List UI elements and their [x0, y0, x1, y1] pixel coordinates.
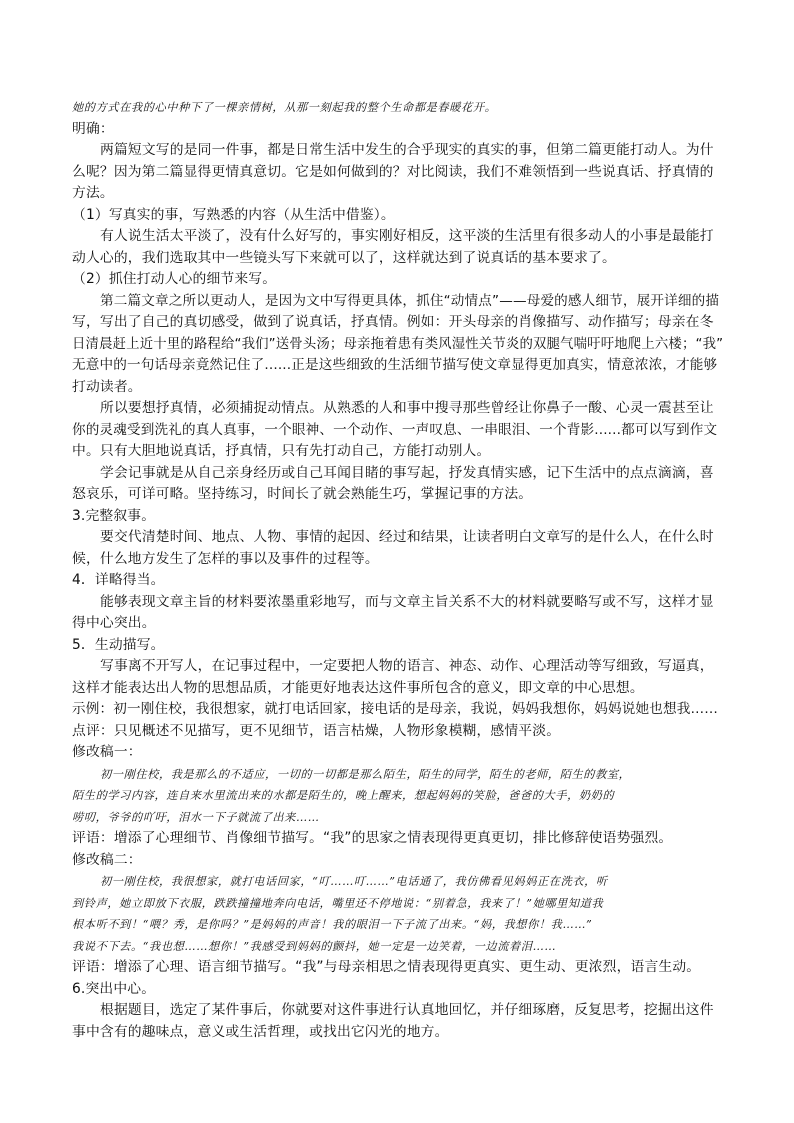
revision-1-text: 唠叨，爷爷的吖吁，泪水一下子就流了出来…… [72, 810, 320, 824]
paragraph-line: 中。只有大胆地说真话，抒真情，只有先打动自己，方能打动别人。 [72, 443, 491, 459]
paragraph-line: 日清晨赶上近十里的路程给“我们”送骨头汤；母亲拖着患有类风湿性关节炎的双腿气喘吁吁地爬上六楼；“我” [72, 336, 724, 352]
paragraph-line: 怒哀乐，可详可略。坚持练习，时间长了就会熟能生巧，掌握记事的方法。 [72, 486, 533, 502]
revision-2-text: 到铃声，她立即放下衣服，跌跌撞撞地奔向电话，嘴里还不停地说：“别着急，我来了！”她哪里知道我 [72, 896, 604, 910]
paragraph-line: 方法。 [72, 185, 114, 201]
revision-1-heading: 修改稿一： [72, 744, 142, 760]
paragraph-line: 写，写出了自己的真切感受，做到了说真话，抒真情。例如：开头母亲的肖像描写、动作描写；母亲在冬 [72, 314, 714, 330]
quoted-essay-ending: 她的方式在我的心中种下了一棵亲情树，从那一刻起我的整个生命都是春暖花开。 [72, 101, 497, 114]
subheading-2: （2）抓住打动人心的细节来写。 [72, 271, 277, 287]
paragraph-line: 两篇短文写的是同一件事，都是日常生活中发生的合乎现实的真实的事，但第二篇更能打动人。为什 [100, 142, 714, 158]
paragraph-line: 事中含有的趣味点，意义或生活哲理，或找出它闪光的地方。 [72, 1023, 449, 1040]
example-line: 示例：初一刚住校，我很想家，就打电话回家，接电话的是母亲，我说，妈妈我想你，妈妈说她也想我…… [72, 701, 718, 717]
revision-2-heading: 修改稿二： [72, 851, 142, 868]
paragraph-line: 学会记事就是从自己亲身经历或自己耳闻目睹的事写起，抒发真情实感，记下生活中的点点滴滴，喜 [100, 464, 714, 481]
section-heading-3: 3.完整叙事。 [72, 507, 156, 524]
paragraph-line: 这样才能表达出人物的思想品质，才能更好地表达这件事所包含的意义，即文章的中心思想。 [72, 679, 644, 696]
section-heading-5: 5．生动描写。 [72, 636, 165, 653]
paragraph-line: 无意中的一句话母亲竟然记住了......正是这些细致的生活细节描写使文章显得更加真实，情意浓浓，才能够 [72, 357, 718, 373]
paragraph-line: 根据题目，选定了某件事后，你就要对这件事进行认真地回忆，并仔细琢磨，反复思考，挖掘出这件 [100, 1002, 714, 1018]
revision-1-text: 初一刚住校，我是那么的不适应，一切的一切都是那么陌生，陌生的同学，陌生的老师，陌生的教室， [100, 767, 631, 781]
paragraph-line: 能够表现文章主旨的材料要浓墨重彩地写，而与文章主旨关系不大的材料就要略写或不写，这样才显 [100, 593, 714, 610]
revision-2-text: 我说不下去。“我也想……想你！”我感受到妈妈的颤抖，她一定是一边笑着，一边流着泪…… [72, 939, 557, 953]
subheading-1: （1）写真实的事，写熟悉的内容（从生活中借鉴）。 [72, 206, 395, 223]
paragraph-line: 要交代清楚时间、地点、人物、事情的起因、经过和结果，让读者明白文章写的是什么人，在什么时 [100, 529, 714, 545]
paragraph-line: 候，什么地方发生了怎样的事以及事件的过程等。 [72, 550, 379, 567]
paragraph-line: 么呢？因为第二篇显得更情真意切。它是如何做到的？对比阅读，我们不难领悟到一些说真话、抒真情的 [72, 163, 714, 180]
section-heading-4: 4．详略得当。 [72, 572, 165, 588]
paragraph-line: 写事离不开写人，在记事过程中，一定要把人物的语言、神态、动作、心理活动等写细致，写逼真， [100, 658, 714, 674]
revision-2-text: 初一刚住校，我很想家，就打电话回家，“叮……叮……”电话通了，我仿佛看见妈妈正在洗衣，听 [100, 875, 608, 888]
document-body [72, 97, 724, 1043]
revision-1-text: 陌生的学习内容，连自来水里流出来的水都是陌生的，晚上醒来，想起妈妈的笑脸，爸爸的大手，奶奶的 [72, 789, 615, 802]
revision-2-text: 根本听不到！“喂？秀，是你吗？”是妈妈的声音！我的眼泪一下子流了出来。“妈，我想你！我……” [72, 918, 593, 931]
paragraph-line: 得中心突出。 [72, 615, 156, 631]
paragraph-line: 第二篇文章之所以更动人，是因为文中写得更具体，抓住“动情点”——母爱的感人细节，展开详细的描 [100, 292, 720, 309]
paragraph-line: 打动读者。 [72, 378, 142, 395]
paragraph-line: 有人说生活太平淡了，没有什么好写的，事实刚好相反，这平淡的生活里有很多动人的小事是最能打 [100, 228, 714, 244]
paragraph-line: 你的灵魂受到洗礼的真人真事，一个眼神、一个动作、一声叹息、一串眼泪、一个背影......都可以写到作文 [72, 421, 718, 438]
comment-line: 点评：只见概述不见描写，更不见细节，语言枯燥，人物形象模糊，感情平淡。 [72, 722, 561, 739]
clarification-heading: 明确： [72, 120, 114, 137]
paragraph-line: 动人心的，我们选取其中一些镜头写下来就可以了，这样就达到了说真话的基本要求了。 [72, 249, 616, 266]
section-heading-6: 6.突出中心。 [72, 980, 156, 997]
revision-1-comment: 评语：增添了心理细节、肖像细节描写。“我”的思家之情表现得更真更切，排比修辞使语势强烈。 [72, 830, 673, 846]
paragraph-line: 所以要想抒真情，必须捕捉动情点。从熟悉的人和事中搜寻那些曾经让你鼻子一酸、心灵一震甚至让 [100, 400, 714, 416]
revision-2-comment: 评语：增添了心理、语言细节描写。“我”与母亲相思之情表现得更真实、更生动、更浓烈，语言生动。 [72, 959, 701, 975]
